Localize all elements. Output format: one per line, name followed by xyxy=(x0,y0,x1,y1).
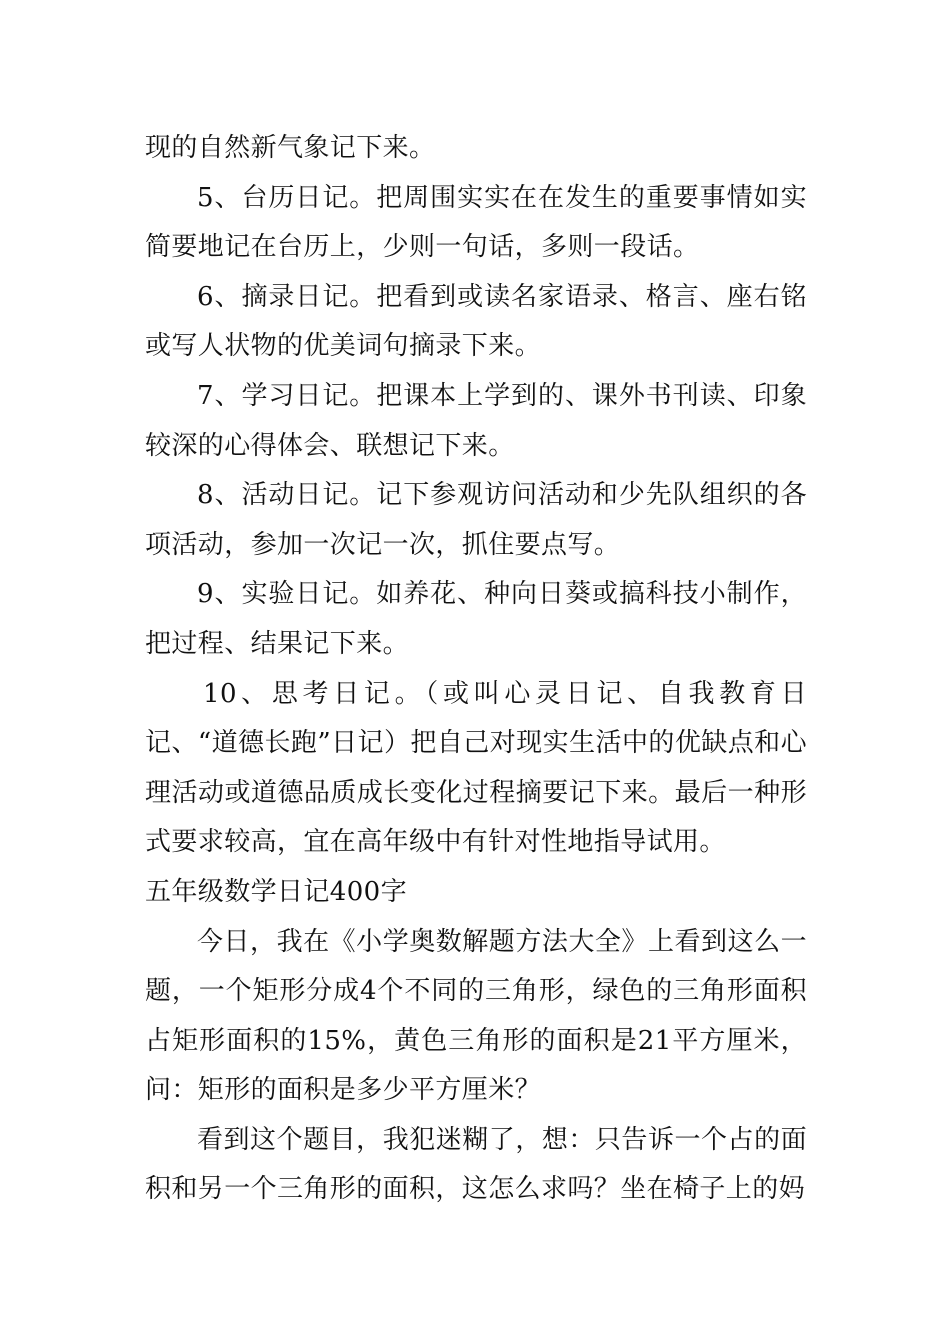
paragraph-continuation: 现的自然新气象记下来。 xyxy=(145,133,436,163)
article-title: 五年级数学日记400字 xyxy=(145,876,408,907)
paragraph-activity-diary: 8、活动日记。记下参观访问活动和少先队组织的各项活动，参加一次记一次，抓住要点写。 xyxy=(145,480,807,560)
article-paragraph: 看到这个题目，我犯迷糊了，想：只告诉一个占的面积和另一个三角形的面积，这怎么求吗？坐在椅子上的妈 xyxy=(145,1124,807,1205)
paragraph-excerpt-diary: 6、摘录日记。把看到或读名家语录、格言、座右铭或写人状物的优美词句摘录下来。 xyxy=(145,281,807,362)
article-paragraph: 今日，我在《小学奥数解题方法大全》上看到这么一题，一个矩形分成4个不同的三角形，绿色的三角形面积占矩形面积的15%，黄色三角形的面积是21平方厘米，问：矩形的面积是多少平方厘米？ xyxy=(145,926,807,1106)
paragraph-study-diary: 7、学习日记。把课本上学到的、课外书刊读、印象较深的心得体会、联想记下来。 xyxy=(145,380,807,461)
paragraph-experiment-diary: 9、实验日记。如养花、种向日葵或搞科技小制作，把过程、结果记下来。 xyxy=(145,579,807,659)
paragraph-desk-calendar-diary: 5、台历日记。把周围实实在在发生的重要事情如实简要地记在台历上，少则一句话，多则一段话。 xyxy=(145,182,807,263)
paragraph-reflection-diary: 10、思考日记。（或叫心灵日记、自我教育日记、“道德长跑”日记）把自己对现实生活中的优缺点和心理活动或道德品质成长变化过程摘要记下来。最后一种形式要求较高，宜在高年级中有针对性地指导试用。 xyxy=(145,678,807,858)
document-body xyxy=(145,124,807,1215)
